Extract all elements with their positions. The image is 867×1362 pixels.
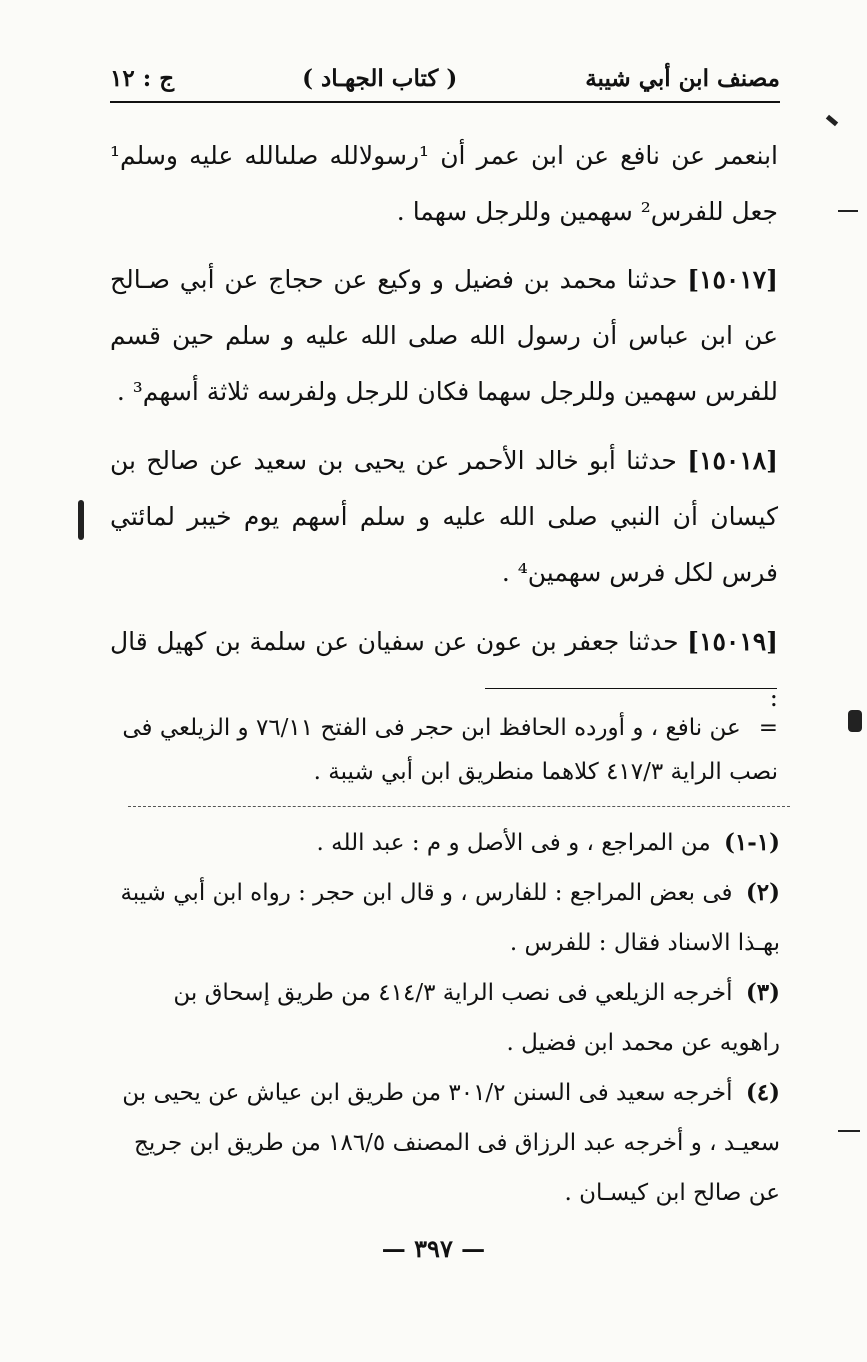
hadith-text: حدثنا محمد بن فضيل و وكيع عن حجاج عن أبي صـالح عن ابن عباس أن رسول الله صلى الله عليه و سلم حين قسم للفرس سهمين وللرجل سهما فكان للرجل ولفرسه ثلاثة أسهم³ . [110, 265, 778, 406]
volume-number: ج : ١٢ [110, 64, 175, 92]
scan-mark [838, 1130, 860, 1132]
chapter-title: ( كتاب الجهـاد ) [302, 64, 458, 92]
scan-mark [78, 500, 84, 540]
book-title: مصنف ابن أبي شيبة [585, 64, 780, 92]
footnote-text: أخرجه الزيلعي فى نصب الراية ٤١٤/٣ من طريق إسحاق بن راهويه عن محمد ابن فضيل . [173, 980, 780, 1056]
hadith-text: حدثنا جعفر بن عون عن سفيان عن سلمة بن كهيل قال : [110, 627, 778, 712]
page-number: — ٣٩٧ — [381, 1234, 486, 1263]
footnote-text: فى بعض المراجع : للفارس ، و قال ابن حجر : رواه ابن أبي شيبة بهـذا الاسناد فقال : للفرس . [120, 880, 780, 956]
running-header [110, 58, 780, 98]
footnote-4 [110, 1068, 780, 1218]
footnote-2 [110, 868, 780, 968]
continued-marker: = [758, 715, 778, 741]
footnote-1 [110, 818, 780, 868]
header-rule [110, 101, 780, 103]
hadith-number: [١٥٠١٨] [687, 446, 779, 475]
hadith-number: [١٥٠١٧] [687, 265, 779, 294]
footnote-separator [485, 688, 777, 689]
hadith-text: حدثنا أبو خالد الأحمر عن يحيى بن سعيد عن صالح بن كيسان أن النبي صلى الله عليه و سلم أسهم يوم خيبر لمائتي فرس لكل فرس سهمين⁴ . [110, 446, 778, 587]
footnote-3 [110, 968, 780, 1068]
footnote-marker: (٢) [745, 879, 780, 906]
footnote-text: أخرجه سعيد فى السنن ٣٠١/٢ من طريق ابن عياش عن يحيى بن سعيـد ، و أخرجه عبد الرزاق فى المصنف ١٨٦/٥ من طريق ابن جريج عن صالح ابن كيسـان . [122, 1080, 780, 1206]
hadith-15017 [110, 252, 778, 420]
continuation-paragraph [110, 128, 778, 240]
footnote-marker: (٣) [745, 979, 780, 1006]
footnote-text: من المراجع ، و فى الأصل و م : عبد الله . [316, 830, 711, 856]
footnote-marker: (٤) [745, 1079, 780, 1106]
footnote-divider [128, 806, 790, 807]
scan-mark [826, 115, 838, 127]
scan-mark [838, 210, 858, 212]
scan-mark [848, 710, 862, 732]
footnote-marker: (١-١) [723, 829, 780, 856]
hadith-15018 [110, 433, 778, 601]
continued-footnote-text: عن نافع ، و أورده الحافظ ابن حجر فى الفتح ٧٦/١١ و الزيلعي فى نصب الراية ٤١٧/٣ كلاهما منطريق ابن أبي شيبة . [122, 715, 778, 785]
continued-footnote [110, 706, 778, 794]
continuation-text: ابنعمر عن نافع عن ابن عمر أن ¹رسولالله صلىالله عليه وسلم¹ جعل للفرس² سهمين وللرجل سهما . [110, 141, 778, 226]
hadith-number: [١٥٠١٩] [687, 627, 778, 656]
